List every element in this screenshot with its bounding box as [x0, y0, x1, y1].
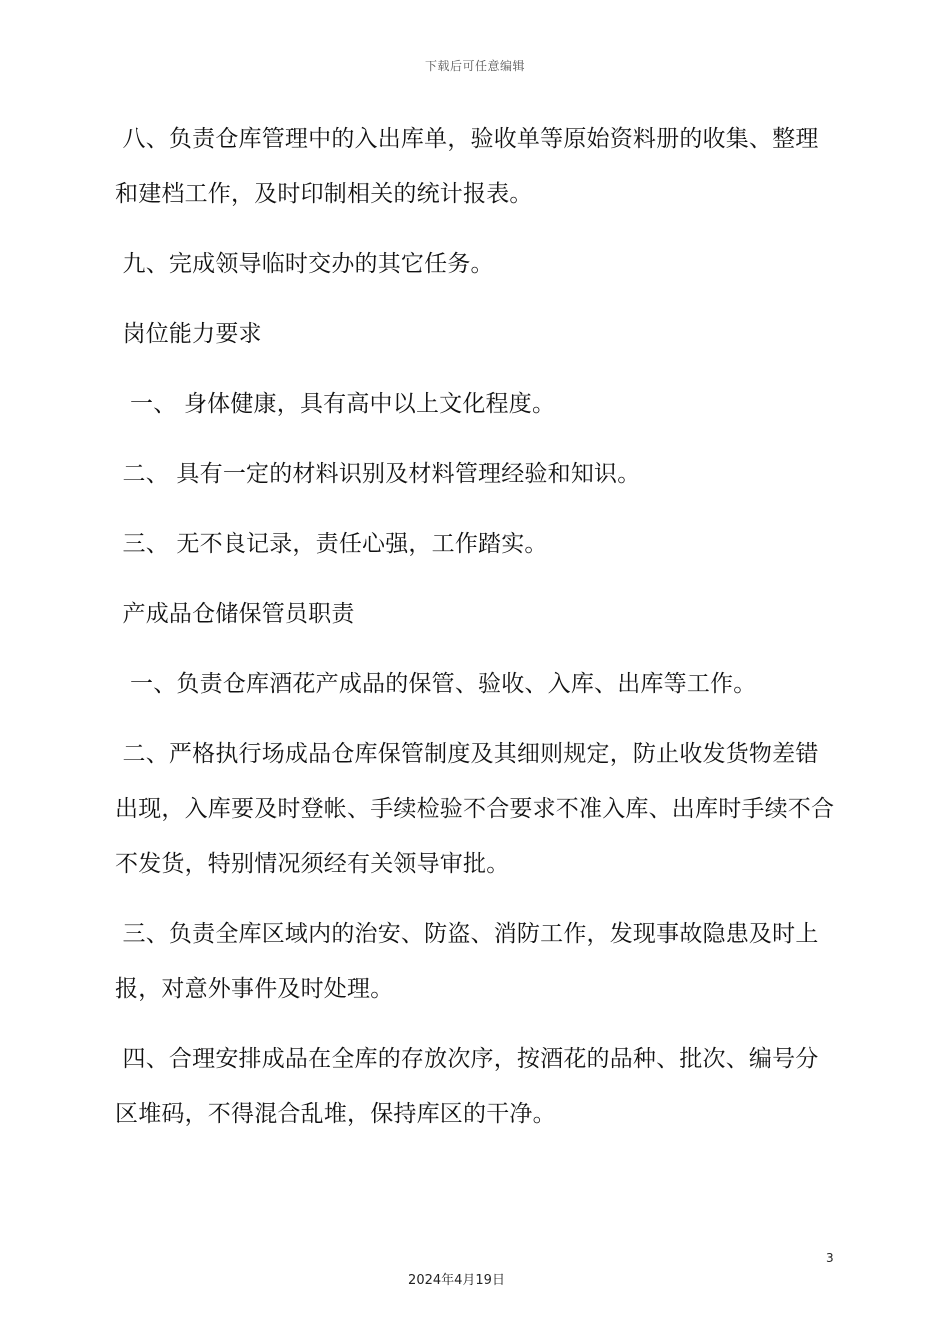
paragraph-duty-8: 八、负责仓库管理中的入出库单，验收单等原始资料册的收集、整理和建档工作，及时印制相关的统计报表。: [115, 126, 819, 207]
paragraph-keeper-duty-2: 二、严格执行场成品仓库保管制度及其细则规定，防止收发货物差错出现，入库要及时登帐、手续检验不合要求不准入库、出库时手续不合不发货，特别情况须经有关领导审批。: [115, 741, 835, 877]
page-header: 下载后可任意编辑: [424, 59, 525, 73]
paragraph-requirement-3: 三、 无不良记录，责任心强，工作踏实。: [115, 531, 548, 557]
paragraph-duty-9: 九、完成领导临时交办的其它任务。: [115, 251, 494, 277]
page-number: 3: [826, 1251, 834, 1265]
paragraph-requirement-1: 一、 身体健康，具有高中以上文化程度。: [115, 391, 556, 417]
paragraph-keeper-duty-4: 四、合理安排成品在全库的存放次序，按酒花的品种、批次、编号分区堆码，不得混合乱堆，保持库区的干净。: [115, 1046, 819, 1127]
document-body: [115, 112, 835, 1157]
paragraph-keeper-duty-3: 三、负责全库区域内的治安、防盗、消防工作，发现事故隐患及时上报，对意外事件及时处理。: [115, 921, 819, 1002]
paragraph-keeper-duty-1: 一、负责仓库酒花产成品的保管、验收、入库、出库等工作。: [115, 671, 757, 697]
footer-date: 2024年4月19日: [408, 1273, 505, 1288]
section-heading-keeper-duties: 产成品仓储保管员职责: [115, 601, 355, 627]
section-heading-requirements: 岗位能力要求: [115, 321, 262, 347]
paragraph-requirement-2: 二、 具有一定的材料识别及材料管理经验和知识。: [115, 461, 641, 487]
